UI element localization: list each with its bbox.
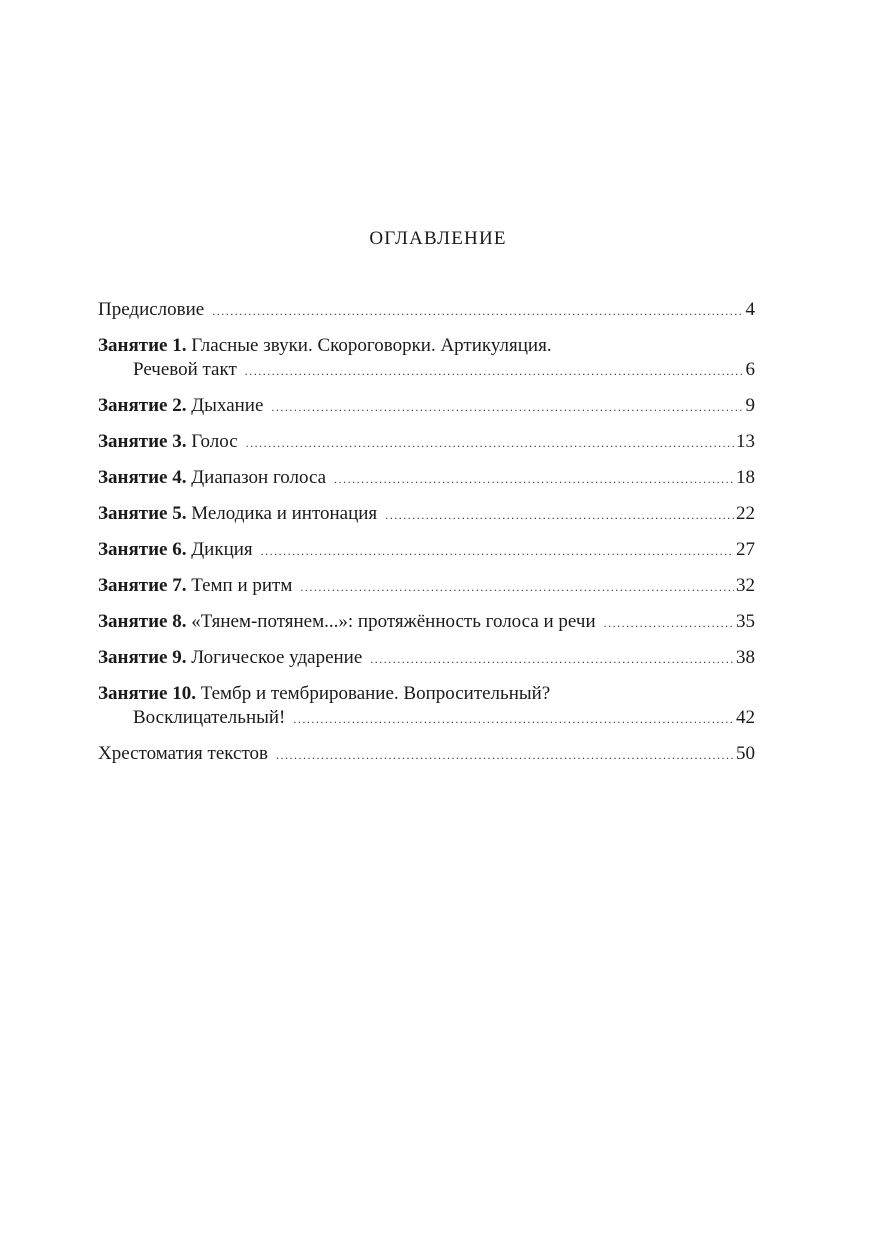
toc-page-number: 42: [736, 707, 755, 728]
toc-entry-lesson-6[interactable]: [98, 538, 755, 562]
toc-entry-title-continued: Речевой такт: [133, 359, 237, 380]
dot-leader: [385, 503, 734, 527]
dot-leader: [370, 647, 734, 671]
dot-leader: [604, 611, 734, 635]
toc-entry-title: Дикция: [186, 539, 253, 560]
toc-entry-prefix: Занятие 3.: [98, 431, 187, 452]
toc-entry-title: Дыхание: [186, 395, 264, 416]
toc-entry-title: «Тянем-потянем...»: протяжённость голоса и речи: [186, 611, 596, 632]
toc-entry-lesson-9[interactable]: [98, 646, 755, 670]
toc-entry-title: Хрестоматия текстов: [98, 743, 268, 764]
toc-page-number: 9: [745, 395, 755, 416]
toc-entry-prefix: Занятие 2.: [98, 395, 187, 416]
dot-leader: [271, 395, 743, 419]
toc-entry-lesson-7[interactable]: [98, 574, 755, 598]
toc-entry-lesson-5[interactable]: [98, 502, 755, 526]
toc-entry-title: Тембр и тембрирование. Вопросительный?: [195, 683, 551, 704]
toc-page-number: 35: [736, 611, 755, 632]
toc-page-number: 18: [736, 467, 755, 488]
table-of-contents: [98, 298, 755, 766]
toc-entry-prefix: Занятие 9.: [98, 647, 187, 668]
toc-entry-title: Логическое ударение: [186, 647, 363, 668]
toc-entry-lesson-2[interactable]: [98, 394, 755, 418]
toc-entry-title-continued: Восклицательный!: [133, 707, 286, 728]
toc-entry-lesson-4[interactable]: [98, 466, 755, 490]
dot-leader: [293, 707, 734, 731]
toc-entry-lesson-3[interactable]: [98, 430, 755, 454]
toc-entry-title: Голос: [186, 431, 238, 452]
toc-page-number: 4: [745, 299, 755, 320]
toc-entry-prefix: Занятие 7.: [98, 575, 187, 596]
toc-page-number: 27: [736, 539, 755, 560]
toc-entry-lesson-1[interactable]: [98, 334, 755, 382]
toc-entry-title: Диапазон голоса: [186, 467, 327, 488]
dot-leader: [276, 743, 734, 767]
dot-leader: [212, 299, 743, 323]
toc-page-number: 13: [736, 431, 755, 452]
toc-entry-prefix: Занятие 10.: [98, 683, 196, 704]
toc-entry-prefix: Занятие 5.: [98, 503, 187, 524]
toc-entry-lesson-8[interactable]: [98, 610, 755, 634]
toc-page-number: 6: [745, 359, 755, 380]
dot-leader: [245, 359, 744, 383]
toc-entry-prefix: Занятие 6.: [98, 539, 187, 560]
dot-leader: [246, 431, 734, 455]
toc-page-number: 38: [736, 647, 755, 668]
toc-entry-prefix: Занятие 1.: [98, 335, 187, 356]
toc-heading: ОГЛАВЛЕНИЕ: [369, 228, 507, 249]
toc-page-number: 32: [736, 575, 755, 596]
toc-entry-title: Предисловие: [98, 299, 205, 320]
toc-page-number: 22: [736, 503, 755, 524]
toc-entry-title: Мелодика и интонация: [186, 503, 378, 524]
dot-leader: [300, 575, 734, 599]
dot-leader: [334, 467, 734, 491]
toc-entry-title: Гласные звуки. Скороговорки. Артикуляция.: [186, 335, 552, 356]
toc-entry-prefix: Занятие 8.: [98, 611, 187, 632]
toc-entry-anthology[interactable]: [98, 742, 755, 766]
toc-entry-prefix: Занятие 4.: [98, 467, 187, 488]
dot-leader: [261, 539, 734, 563]
toc-entry-title: Темп и ритм: [186, 575, 293, 596]
toc-page-number: 50: [736, 743, 755, 764]
toc-entry-preface[interactable]: [98, 298, 755, 322]
toc-entry-lesson-10[interactable]: [98, 682, 755, 730]
